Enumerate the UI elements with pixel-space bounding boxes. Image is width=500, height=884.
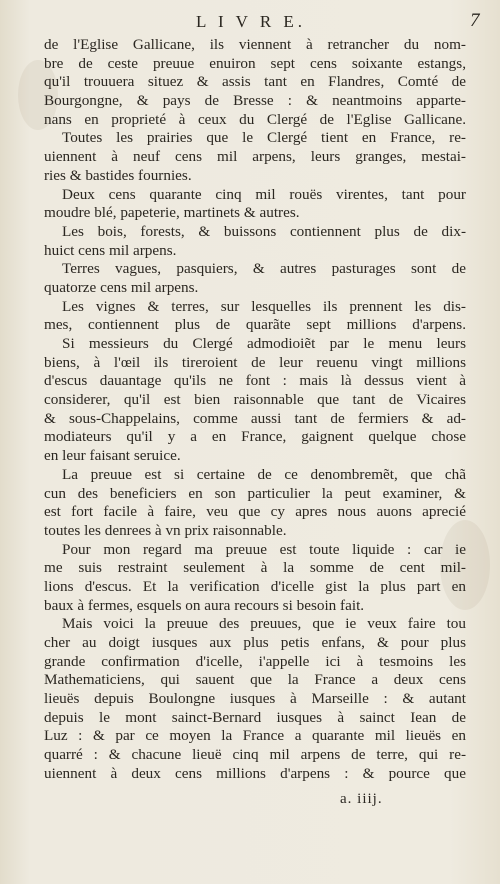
text-line: d'escus dauantage qu'ils ne font : mais là dessus vient à [44,372,466,390]
text-line: en leur faisant seruice. [44,447,181,465]
text-line: bre de ceste preuue enuiron sept cens soixante estangs, [44,54,466,72]
text-line: de l'Eglise Gallicane, ils viennent à retrancher du nom- [44,36,466,53]
text-line: depuis le mont sainct-Bernard iusques à sainct Iean de [44,708,466,726]
text-line: cher au doigt iusques aux plus petis enfans, & pour plus [44,634,466,651]
text-line: Pour mon regard ma preuue est toute liquide : car ie [62,540,466,558]
text-line: moudre blé, papeterie, martinets & autres. [44,204,300,222]
text-line: Mathematiciens, qui sauent que la France a deux cens [44,671,466,689]
text-line: est fort facile à faire, veu que cy apres nous auons aprecié [44,503,466,521]
running-head [0,10,500,34]
text-line: Les bois, forests, & buissons contiennent plus de dix- [62,222,466,240]
text-line: huict cens mil arpens. [44,241,177,259]
signature-mark: a. iiij. [340,791,383,807]
text-line: Terres vagues, pasquiers, & autres pasturages sont de [62,260,466,278]
text-line: baux à fermes, esquels on aura recours si besoin fait. [44,596,365,614]
text-line: quatorze cens mil arpens. [44,278,199,296]
text-line: qu'il trouuera situez & assis tant en Flandres, Comté de [44,73,466,91]
text-line: nans en proprieté à ceux du Clergé de l'Eglise Gallicane. [44,110,466,128]
text-line: Deux cens quarante cinq mil rouës virentes, tant pour [62,185,466,203]
text-line: quarré : & chacune lieuë cinq mil arpens de terre, qui re- [44,746,466,764]
body-text [44,36,466,784]
text-line: modiateurs qu'il y a en France, gaignent quelque chose [44,428,466,446]
page-number: 7 [470,10,480,31]
text-line: uiennent à deux cens millions d'arpens : & pource que [44,764,466,782]
text-line: ries & bastides fournies. [44,166,192,184]
text-line: grande confirmation d'icelle, i'appelle ici à tesmoins les [44,652,466,670]
text-line: lieuës depuis Boulongne iusques à Marseille : & autant [44,690,466,708]
text-line: Si messieurs du Clergé admodioiẽt par le menu leurs [62,335,466,352]
text-line: Luz : & par ce moyen la France a quarante mil lieuës en [44,727,466,745]
text-line: & sous-Chappelains, comme aussi tant de fermiers & ad- [44,409,466,427]
text-line: cun des beneficiers en son particulier la peut examiner, & [44,484,466,502]
text-line: me suis restraint seulement à la somme de cent mil- [44,559,466,577]
running-head-title: L I V R E. [196,12,307,31]
text-line: Bourgongne, & pays de Bresse : & neantmoins apparte- [44,92,466,110]
text-line: Toutes les prairies que le Clergé tient en France, re- [62,129,466,147]
text-line: Les vignes & terres, sur lesquelles ils prennent les dis- [62,297,466,315]
text-line: lions d'escus. Et la verification d'icelle gist la plus part en [44,577,466,595]
text-line: La preuue est si certaine de ce denombremẽt, que chã [62,465,466,483]
text-line: considerer, qu'il est bien raisonnable que tant de Vicaires [44,391,466,409]
text-line: Mais voici la preuue des preuues, que ie veux faire tou [62,615,466,633]
text-line: biens, à l'œil ils tireroient de leur reuenu vingt millions [44,353,466,371]
text-line: mes, contiennent plus de quarãte sept millions d'arpens. [44,316,466,334]
text-line: toutes les denrees à vn prix raisonnable. [44,521,287,539]
text-line: uiennent à neuf cens mil arpens, leurs granges, mestai- [44,148,466,166]
